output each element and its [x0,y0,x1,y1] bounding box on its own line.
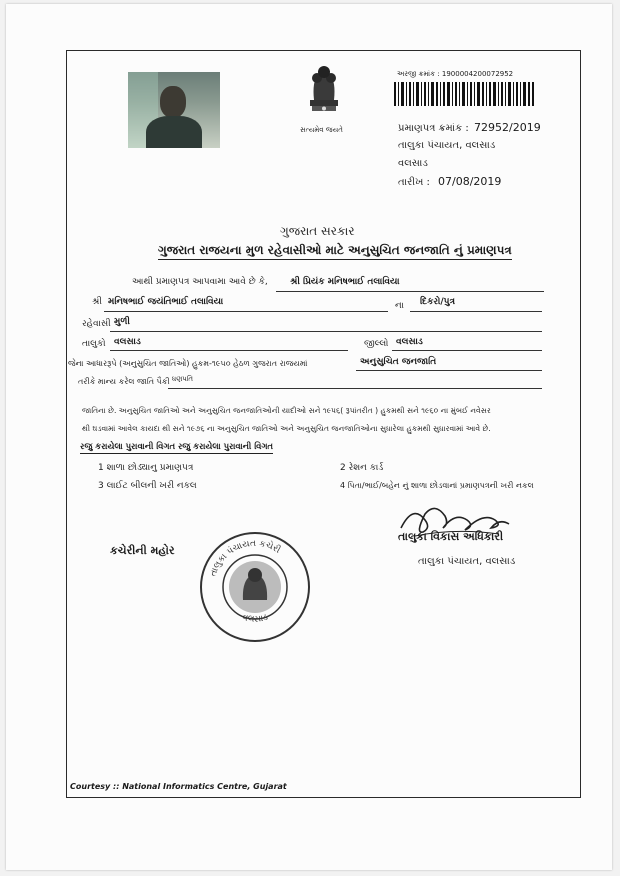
officer-title: તાલુકા વિકાસ અધિકારી [398,530,504,543]
order-label: જેના આધારરૂપે (અનુસુચિત જાતિઓ) હુકમ-૧૯૫૦ હેઠળ ગુજરાત રાજયમાં [68,359,308,368]
district-label: જીલ્લો [364,339,389,349]
national-emblem-icon [300,60,348,128]
courtesy-text: Courtesy :: National Informatics Centre, Gujarat [70,782,287,791]
category-value: અનુસુચિત જનજાતિ [360,357,437,367]
applicant-photo [128,72,220,148]
certificate-number: 72952/2019 [474,121,541,134]
office-seal-stamp [198,530,312,644]
application-number: અરજી ક્રમાંક : 1900004200072952 [397,70,514,78]
resident-value: મુળી [114,317,130,327]
office-seal-label: કચેરીની મહોર [110,544,175,557]
evidence-item: 2 રેશન કાર્ડ [340,463,384,473]
issuing-office: તાલુકા પંચાયત, વલસાડ [398,140,496,151]
district-value: વલસાડ [396,337,423,347]
stamp-text-top: તાલુકા પંચાયત કચેરી [208,538,282,578]
issuing-place: વલસાડ [398,158,428,169]
father-name: મનિષભાઈ જયંતિભાઈ તલાવિયા [108,297,224,307]
taluka-value: વલસાડ [114,337,141,347]
resident-label: રહેવાસી [82,319,111,329]
father-prefix: શ્રી [92,297,102,307]
evidence-item: 1 શાળા છોડ્યાનુ પ્રમાણપત્ર [98,463,194,473]
issue-date: 07/08/2019 [438,175,502,188]
intro-label: આથી પ્રમાણપત્ર આપવામા આવે છે કે, [132,277,268,287]
caste-value: ધણપતિ [172,375,194,383]
officer-office: તાલુકા પંચાયત, વલસાડ [418,556,516,567]
certificate-heading: ગુજરાત રાજયના મુળ રહેવાસીઓ માટે અનુસુચિત જનજાતિ નું પ્રમાણપત્ર [158,243,512,260]
taluka-label: તાલુકો [82,339,106,349]
paragraph-line-1: જાતિના છે. અનુસુચિત જાતિઓ અને અનુસુચિત જનજાતિઓની યાદીઓ સને ૧૯૫૬( રૂપાંતરીત ) હુકમથી સને ૧૯૬૦ ના મુંબઈ નવેસર [82,406,491,415]
person-name: શ્રી પ્રિયંક મનિષભાઈ તલાવિયા [290,277,400,287]
evidence-heading: રજુ કરાયેલા પુરાવાની વિગત રજુ કરાયેલા પુરાવાની વિગત [80,441,273,454]
government-title: ગુજરાત સરકાર [280,224,355,238]
certificate-number-label: પ્રમાણપત્ર ક્રમાંક : [398,123,469,134]
date-label: તારીખ : [398,177,430,188]
evidence-item: 3 લાઈટ બીલની ખરી નકલ [98,481,197,491]
paragraph-line-2: થી ઘડવામાં આવેલ કાયદા થી સને ૧૯૭૬ ના અનુસુચિત જાતિઓ અને અનુસુચિત જનજાતિઓના સુધારેલા હુકમથી સુધારવામાં આવે છે. [82,424,491,433]
stamp-text-bottom: વલસાડ [241,612,270,625]
relation-label: ના [395,301,404,311]
svg-text:વલસાડ [241,612,269,624]
barcode-icon [394,82,534,106]
emblem-caption: સત્યમેવ જયતે [300,126,343,134]
evidence-item: 4 પિતા/ભાઈ/બહેન નું શાળા છોડવાનાં પ્રમાણપત્રની ખરી નકલ [340,481,534,490]
relation-value: દિકરો/પુત્ર [420,297,455,307]
caste-label: તરીકે માન્ય કરેલ જાતિ પૈકી [78,377,170,386]
